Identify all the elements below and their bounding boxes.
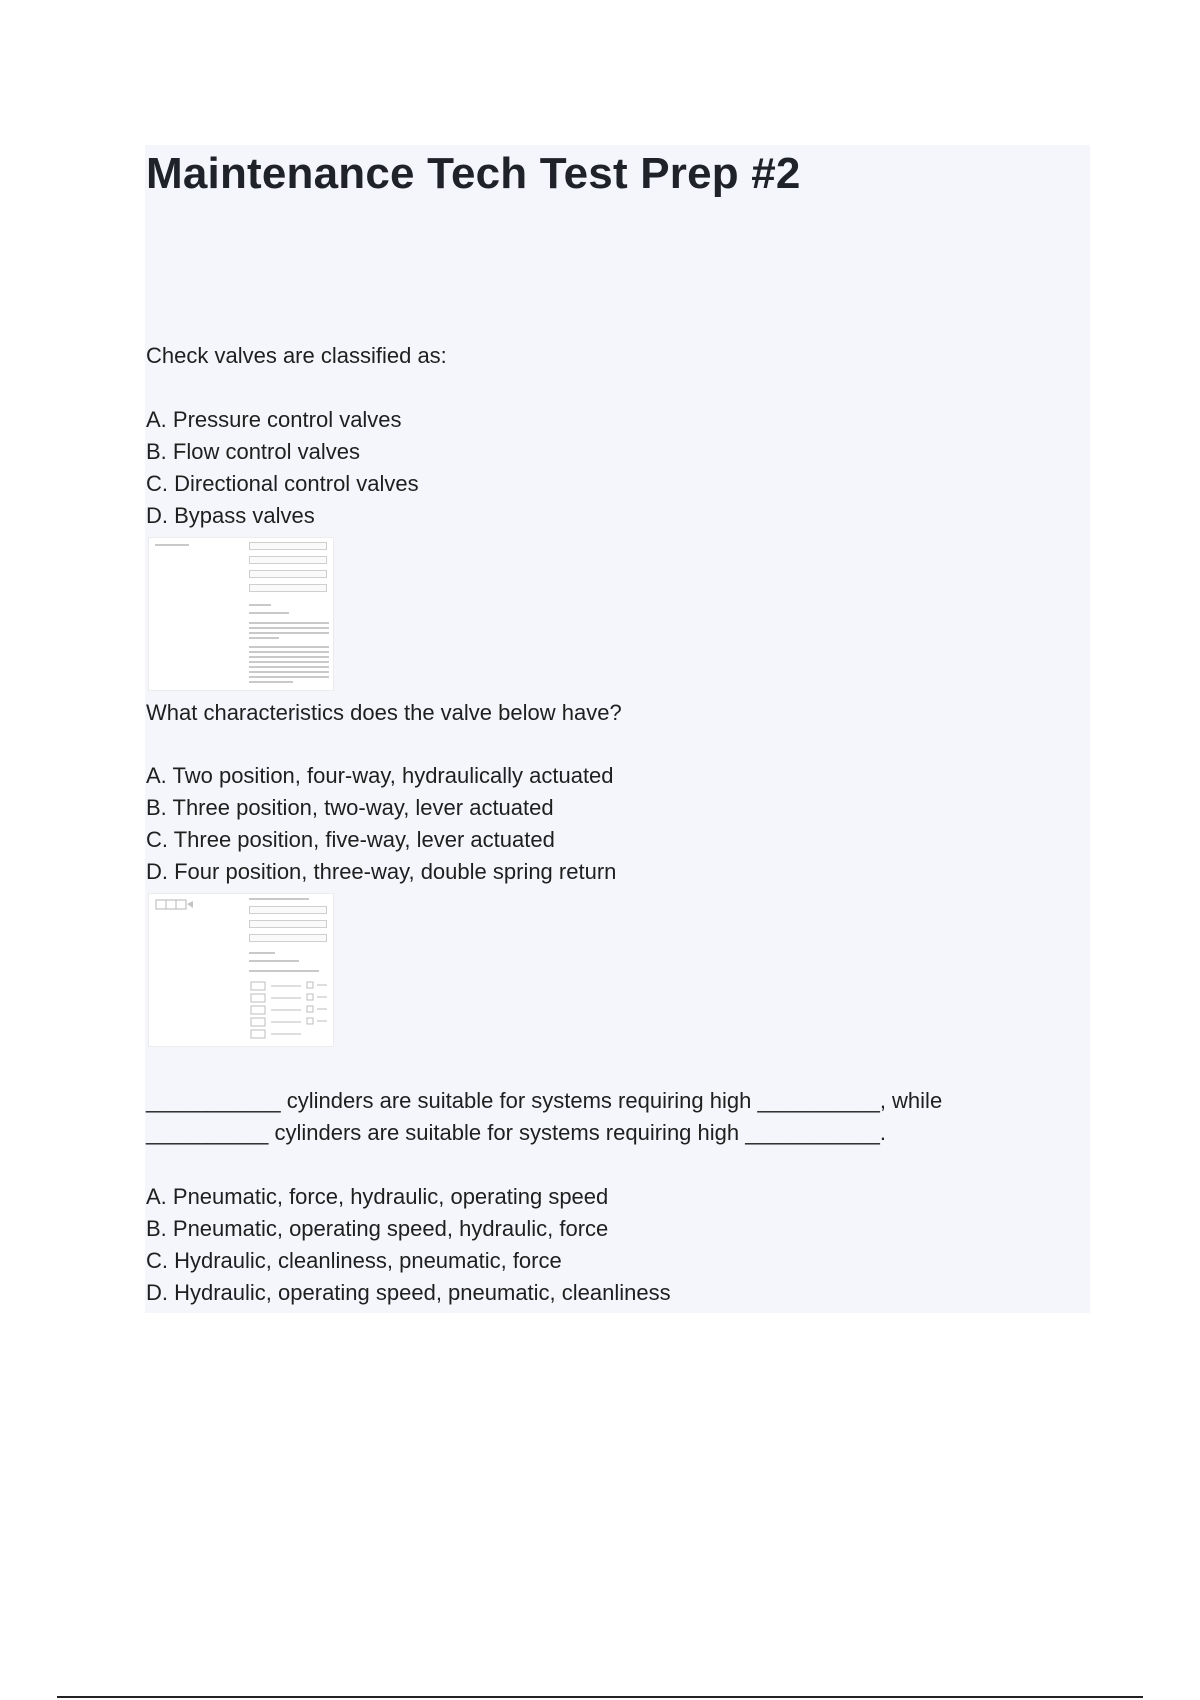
question-2-option-c: C. Three position, five-way, lever actuated [146,827,555,852]
thumbnail-line [249,627,329,629]
thumbnail-line [249,970,319,972]
thumbnail-option-box [249,934,327,942]
thumbnail-line [249,622,329,624]
question-1-option-a: A. Pressure control valves [146,407,402,432]
thumbnail-line [155,544,189,546]
thumbnail-option-box [249,556,327,564]
thumbnail-line [249,952,275,954]
valve-symbol-icon [155,898,195,912]
question-2-prompt: What characteristics does the valve below have? [146,700,622,725]
question-2-option-d: D. Four position, three-way, double spring return [146,859,617,884]
thumbnail-option-box [249,570,327,578]
page-title: Maintenance Tech Test Prep #2 [146,149,801,198]
footer-divider [57,1696,1143,1698]
question-2-option-a: A. Two position, four-way, hydraulically actuated [146,763,614,788]
question-1-options [146,404,419,532]
question-1-option-c: C. Directional control valves [146,471,419,496]
question-2-options [146,760,616,888]
thumbnail-line [249,960,299,962]
thumbnail-line [249,671,329,673]
question-1-option-b: B. Flow control valves [146,439,360,464]
thumbnail-line [249,612,289,614]
question-3-option-c: C. Hydraulic, cleanliness, pneumatic, force [146,1248,562,1273]
thumbnail-line [249,637,279,639]
valve-diagram-icon [247,978,331,1042]
thumbnail-option-box [249,542,327,550]
question-3-option-a: A. Pneumatic, force, hydraulic, operating speed [146,1184,609,1209]
thumbnail-line [249,676,329,678]
thumbnail-line [249,666,329,668]
thumbnail-line [249,661,329,663]
question-2-option-b: B. Three position, two-way, lever actuated [146,795,554,820]
question-1-option-d: D. Bypass valves [146,503,315,528]
question-3-option-b: B. Pneumatic, operating speed, hydraulic, force [146,1216,609,1241]
thumbnail-line [249,632,329,634]
question-3-prompt-line-1: ___________ cylinders are suitable for systems requiring high __________, while [146,1088,943,1113]
thumbnail-option-box [249,920,327,928]
thumbnail-option-box [249,906,327,914]
question-3-prompt-line-2: __________ cylinders are suitable for systems requiring high ___________. [146,1120,886,1145]
thumbnail-line [249,898,309,900]
answer-thumbnail-image-2 [148,893,334,1047]
thumbnail-line [249,651,329,653]
thumbnail-option-box [249,584,327,592]
thumbnail-line [249,656,329,658]
question-3-option-d: D. Hydraulic, operating speed, pneumatic, cleanliness [146,1280,671,1305]
question-3-options [146,1181,671,1309]
thumbnail-line [249,681,293,683]
thumbnail-line [249,604,271,606]
answer-thumbnail-image-1 [148,537,334,691]
question-1-prompt: Check valves are classified as: [146,343,447,368]
thumbnail-line [249,646,329,648]
